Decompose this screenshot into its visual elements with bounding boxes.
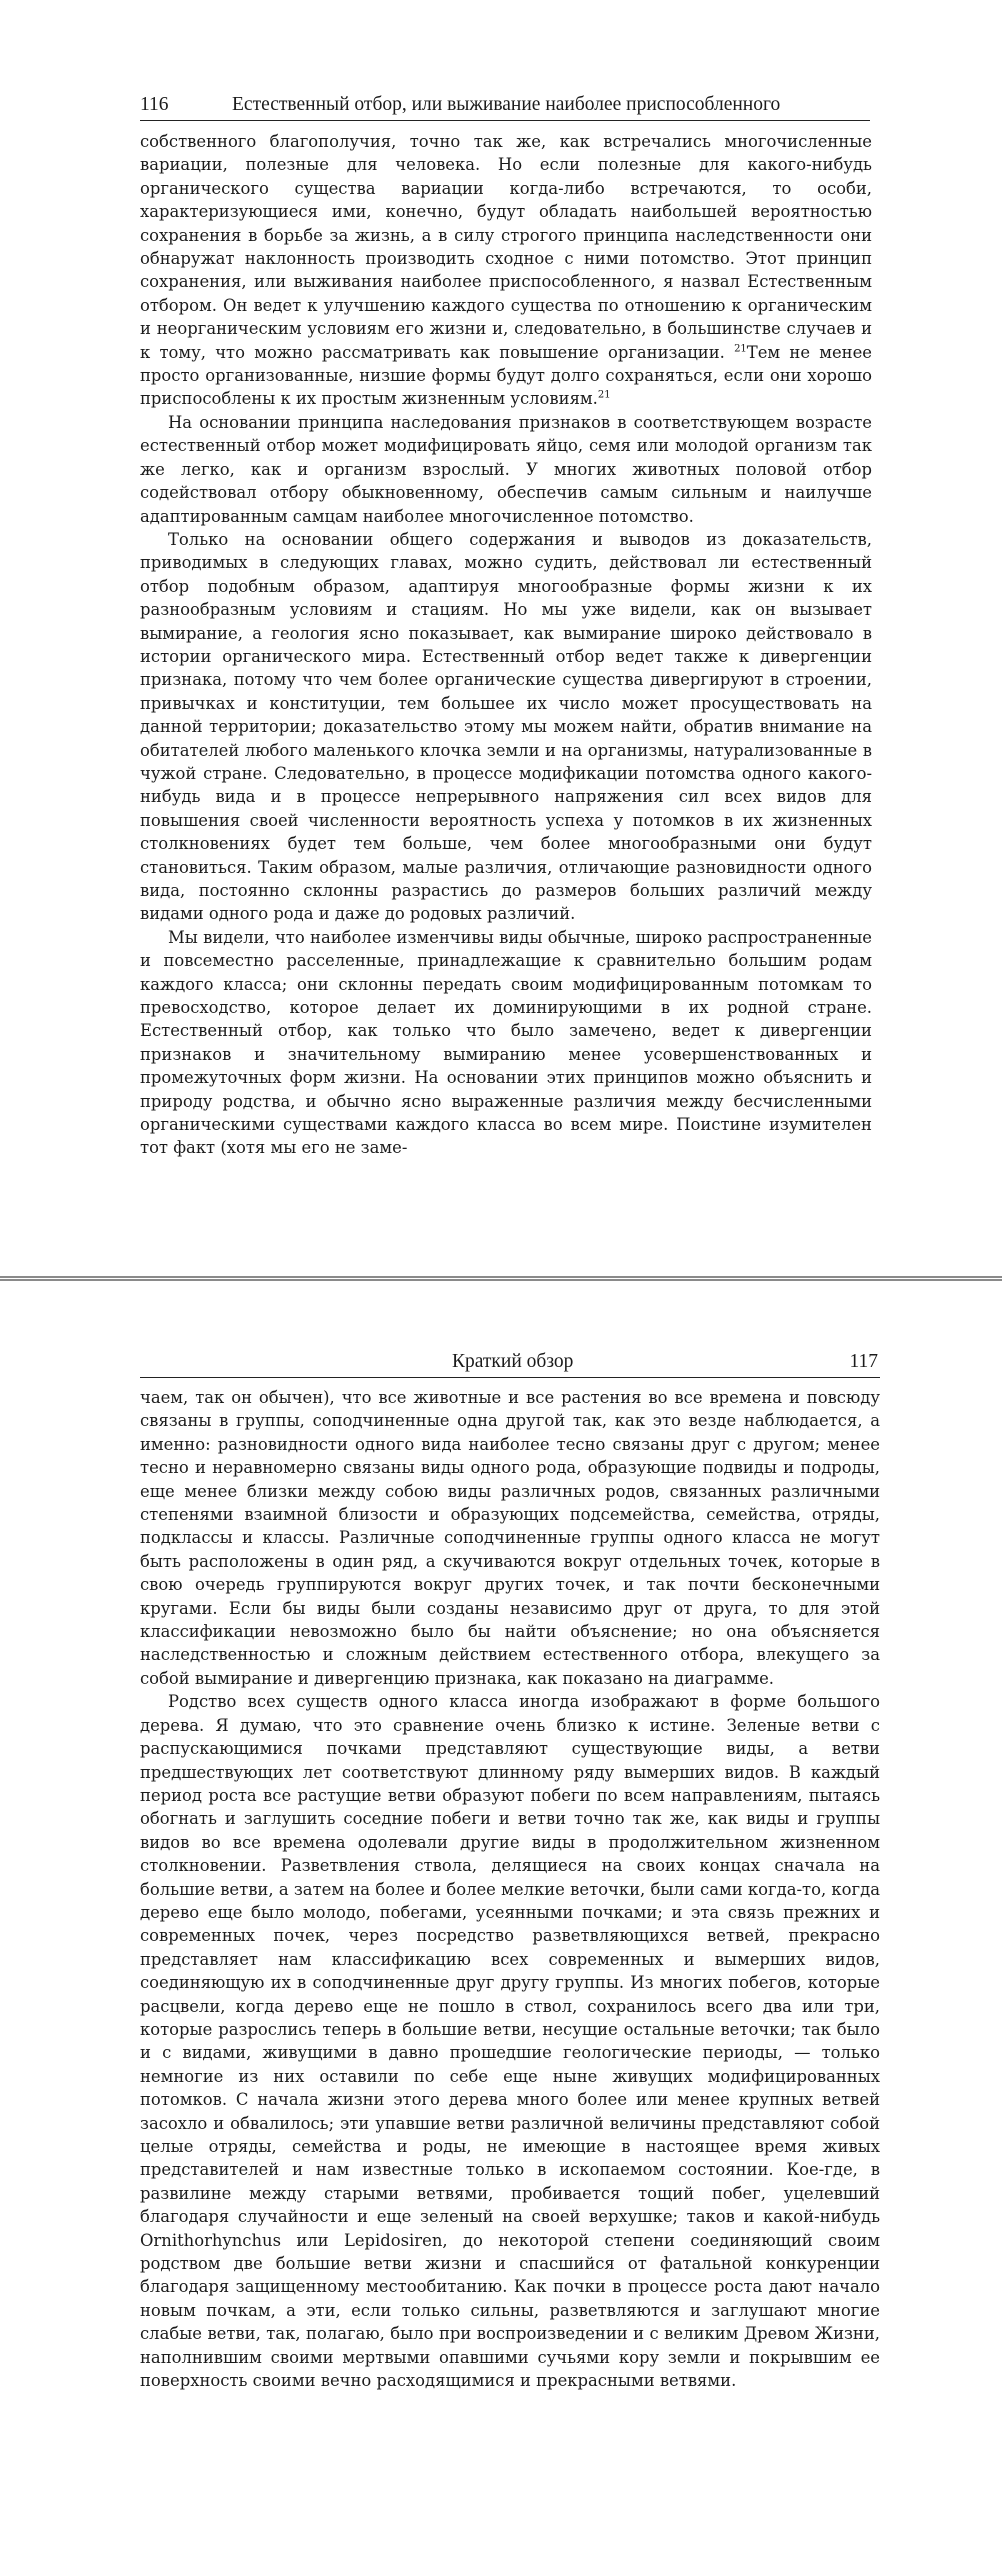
paragraph: Только на основании общего содержания и выводов из доказательств, приводимых в следующих главах, можно судить, действовал ли естественный отбор подобным образом, адаптируя многообразные формы жизни к их разнообразным условиям и стациям. Но мы уже видели, как он вызывает вымирание, а геология ясно показывает, как вымирание широко действовало в истории органического мира. Естественный отбор ведет также к дивергенции признака, потому что чем более органические существа дивергируют в строении, привычках и конституции, тем большее их число может просуществовать на данной территории; доказательство этому мы можем найти, обратив внимание на обитателей любого маленького клочка земли и на организмы, натурализованные в чужой стране. Следовательно, в процессе модификации потомства одного какого-нибудь вида и в процессе непрерывного напряжения сил всех видов для повышения своей численности вероятность успеха у потомков в их жизненных столкновениях будет тем больше, чем более многообразными они будут становиться. Таким образом, малые различия, отличающие разновидности одного вида, постоянно склонны разрастись до размеров больших различий между видами одного рода и даже до родовых различий. [140, 529, 872, 924]
body-text [140, 130, 872, 1160]
footnote-ref[interactable]: 21 [734, 343, 747, 355]
running-header [140, 86, 870, 121]
footnote-ref[interactable]: 21 [597, 390, 611, 401]
running-title: Краткий обзор [452, 1351, 574, 1372]
running-title: Естественный отбор, или выживание наиболее приспособленного [232, 94, 781, 115]
paragraph: собственного благополучия, точно так же, как встречались многочисленные вариации, полезные для человека. Но если полезные для какого-нибудь органического существа вариации когда-либо встречаются, то особи, характеризующиеся ими, конечно, будут обладать наибольшей вероятностью сохранения в борьбе за жизнь, а в силу строгого принципа наследственности они обнаружат наклонность производить сходное с ними потомство. Этот принцип сохранения, или выживания наиболее приспособленного, я назвал Естественным отбором. Он ведет к улучшению каждого существа по отношению к органическим и неорганическим условиям его жизни и, следовательно, в большинстве случаев и к тому, что можно рассматривать как повышение организации. $^{21}$Тем не менее просто организованные, низшие формы будут долго сохраняться, если они хорошо приспособлены к их простым жизненным условиям.$^{21}$ [140, 132, 872, 409]
paragraph: Родство всех существ одного класса иногда изображают в форме большого дерева. Я думаю, что это сравнение очень близко к истине. Зеленые ветви с распускающимися почками представляют существующие виды, а ветви предшествующих лет соответствуют длинному ряду вымерших видов. В каждый период роста все растущие ветви образуют побеги по всем направлениям, пытаясь обогнать и заглушить соседние побеги и ветви точно так же, как виды и группы видов во все времена одолевали другие виды в продолжительном жизненном столкновении. Разветвления ствола, делящиеся на своих концах сначала на большие ветви, а затем на более и более мелкие веточки, были сами когда-то, когда дерево еще было молодо, побегами, усеянными почками; и эта связь прежних и современных почек, через посредство разветвляющихся ветвей, прекрасно представляет нам классификацию всех современных и вымерших видов, соединяющую их в соподчиненные друг другу группы. Из многих побегов, которые расцвели, когда дерево еще не пошло в ствол, сохранилось всего два или три, которые разрослись теперь в большие ветви, несущие остальные веточки; так было и с видами, живущими в давно прошедшие геологические периоды, — только немногие из них оставили по себе еще ныне живущих модифицированных потомков. С начала жизни этого дерева много более или менее крупных ветвей засохло и обвалилось; эти упавшие ветви различной величины представляют собой целые отряды, семейства и роды, не имеющие в настоящее время живых представителей и нам известные только в ископаемом состоянии. Кое-где, в развилине между старыми ветвями, пробивается тощий побег, уцелевший благодаря случайности и еще зеленый на своей верхушке; таков и какой-нибудь Ornithorhynchus или Lepidosiren, до некоторой степени соединяющий своим родством две большие ветви жизни и спасшийся от фатальной конкуренции благодаря защищенному местообитанию. Как почки в процессе роста дают начало новым почкам, а эти, если только сильны, разветвляются и заглушают многие слабые ветви, так, полагаю, было при воспроизведении и с великим Древом Жизни, наполнившим своими мертвыми опавшими сучьями кору земли и покрывшим ее поверхность своими вечно расходящимися и прекрасными ветвями. [140, 1692, 880, 2391]
page-117 [0, 1279, 1002, 2556]
paragraph: чаем, так он обычен), что все животные и все растения во все времена и повсюду связаны в группы, соподчиненные одна другой так, как это везде наблюдается, а именно: разновидности одного вида наиболее тесно связаны друг с другом; менее тесно и неравномерно связаны виды одного рода, образующие подвиды и подроды, еще менее близки между собою виды различных родов, связанных различными степенями взаимной близости и образующих подсемейства, семейства, отряды, подклассы и классы. Различные соподчиненные группы одного класса не могут быть расположены в один ряд, а скучиваются вокруг отдельных точек, которые в свою очередь группируются вокруг других точек, и так почти бесконечными кругами. Если бы виды были созданы независимо друг от друга, то для этой классификации невозможно было бы найти объяснение; но она объясняется наследственностью и сложным действием естественного отбора, влекущего за собой вымирание и дивергенцию признака, как показано на диаграмме. [140, 1388, 880, 1688]
page-number: 116 [140, 94, 169, 115]
paragraph: На основании принципа наследования признаков в соответствующем возрасте естественный отбор может модифицировать яйцо, семя или молодой организм так же легко, как и организм взрослый. У многих животных половой отбор содействовал отбору обыкновенному, обеспечив самым сильным и наилучше адаптированным самцам наиболее многочисленное потомство. [140, 412, 872, 526]
body-text [140, 1386, 880, 2392]
page-number: 117 [849, 1351, 878, 1372]
running-header [140, 1343, 880, 1378]
paragraph: Мы видели, что наиболее изменчивы виды обычные, широко распространенные и повсеместно расселенные, принадлежащие к сравнительно большим родам каждого класса; они склонны передать своим модифицированным потомкам то превосходство, которое делает их доминирующими в их родной стране. Естественный отбор, как только что было замечено, ведет к дивергенции признаков и значительному вымиранию менее усовершенствованных и промежуточных форм жизни. На основании этих принципов можно объяснить и природу родства, и обычно ясно выраженные различия между бесчисленными органическими существами каждого класса во всем мире. Поистине изумителен тот факт (хотя мы его не заме- [140, 927, 872, 1158]
